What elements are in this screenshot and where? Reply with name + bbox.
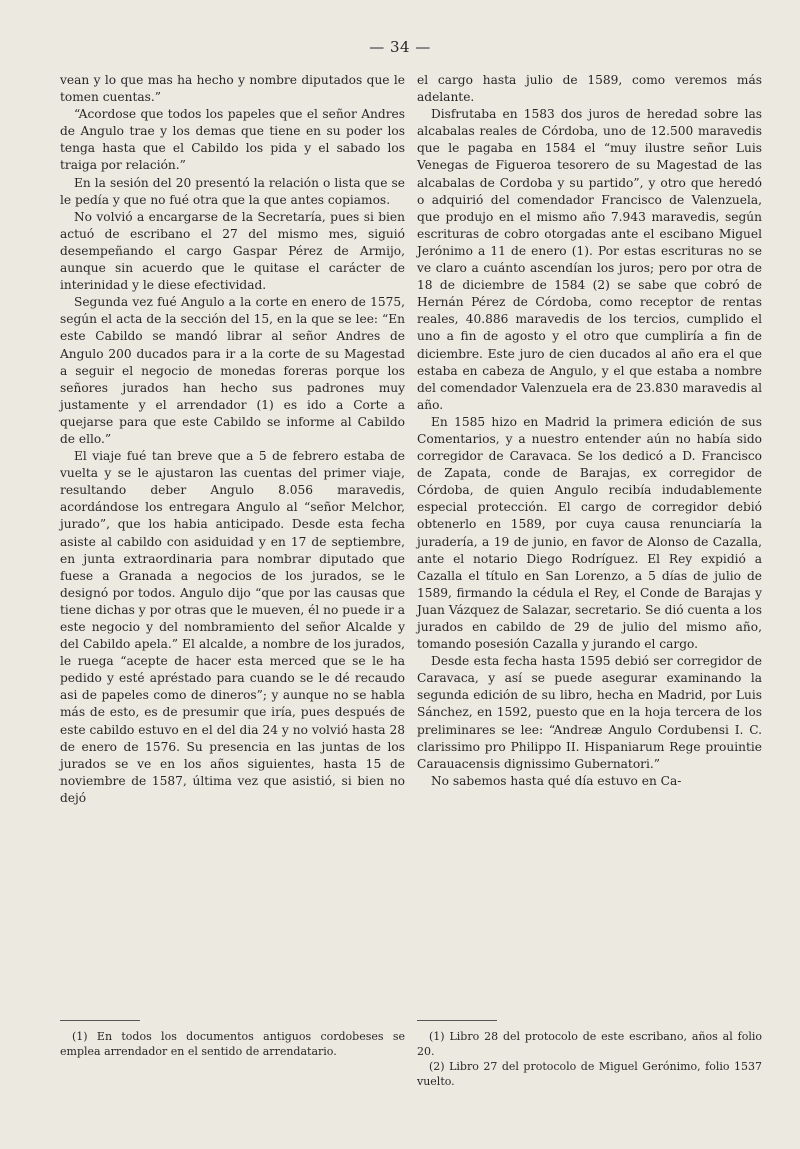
footnote: (2) Libro 27 del protocolo de Miguel Gerónimo, folio 1537 vuelto.: [417, 1060, 762, 1088]
right-column: [417, 72, 762, 790]
paragraph: el cargo hasta julio de 1589, como veremos más adelante.: [417, 73, 762, 105]
footnote: (1) En todos los documentos antiguos cordobeses se emplea arrendador en el sentido de arrendatario.: [60, 1030, 405, 1058]
paragraph: No sabemos hasta qué día estuvo en Ca-: [431, 773, 682, 788]
paragraph: Desde esta fecha hasta 1595 debió ser corregidor de Caravaca, y así se puede asegurar examinando la segunda edición de su libro, hecha en Madrid, por Luis Sánchez, en 1592, puesto que en la hoja tercera de los preliminares se lee: “Andreæ Angulo Cordubensi I. C. clarissimo pro Philippo II. Hispaniarum Rege prouintie Carauacensis dignissimo Gubernatori.”: [417, 654, 762, 771]
footnote-divider: [417, 1020, 497, 1021]
paragraph: No volvió a encargarse de la Secretaría, pues si bien actuó de escribano el 27 del mismo mes, siguió desempeñando el cargo Gaspar Pérez de Armijo, aunque sin acuerdo que le quitase el carácter de interinidad y le diese efectividad.: [60, 209, 405, 293]
paragraph: Disfrutaba en 1583 dos juros de heredad sobre las alcabalas reales de Córdoba, uno de 12.500 maravedis que le pagaba en 1584 el “muy ilustre señor Luis Venegas de Figueroa tesorero de su Magestad de las alcabalas de Cordoba y su partido”, y otro que heredó o adquirió del comendador Francisco de Valenzuela, que produjo en el mismo año 7.943 maravedis, según escrituras de cobro otorgadas ante el escibano Miguel Jerónimo a 11 de enero (1). Por estas escrituras no se ve claro a cuánto ascendían los juros; pero por otra de 18 de diciembre de 1584 (2) se sabe que cobró de Hernán Pérez de Córdoba, como receptor de rentas reales, 40.886 maravedis de los tercios, cumplido el uno a fin de agosto y el otro que cumpliría a fin de diciembre. Este juro de cien ducados al año era el que estaba en cabeza de Angulo, y el que estaba a nombre del comendador Valenzuela era de 23.830 maravedis al año.: [417, 107, 762, 412]
footnote: (1) Libro 28 del protocolo de este escribano, años al folio 20.: [417, 1030, 762, 1058]
paragraph: El viaje fué tan breve que a 5 de febrero estaba de vuelta y se le ajustaron las cuentas del primer viaje, resultando deber Angulo 8.056 maravedis, acordándose los entregara Angulo al “señor Melchor, jurado”, que los habia anticipado. Desde esta fecha asiste al cabildo con asiduidad y en 17 de septiembre, en junta extraordinaria para nombrar diputado que fuese a Granada a negocios de los jurados, se le designó por todos. Angulo dijo “que por las causas que tiene dichas y por otras que le mueven, él no puede ir a este negocio y del nombramiento del señor Alcalde y del Cabildo apela.” El alcalde, a nombre de los jurados, le ruega “acepte de hacer esta merced que se le ha pedido y esté apréstado para cuando se le dé recaudo asi de papeles como de dineros”; y aunque no se habla más de esto, es de presumir que iría, pues después de este cabildo estuvo en el del dia 24 y no volvió hasta 28 de enero de 1576. Su presencia en las juntas de los jurados se ve en los años siguientes, hasta 15 de noviembre de 1587, última vez que asistió, si bien no dejó: [60, 449, 405, 805]
paragraph: vean y lo que mas ha hecho y nombre diputados que le tomen cuentas.”: [60, 73, 405, 105]
footnotes-right: [417, 1020, 762, 1089]
left-column: [60, 72, 405, 807]
paragraph: Segunda vez fué Angulo a la corte en enero de 1575, según el acta de la sección del 15, en la que se lee: “En este Cabildo se mandó librar al señor Andres de Angulo 200 ducados para ir a la corte de su Magestad a seguir el negocio de monedas foreras porque los señores jurados han hecho sus padrones muy justamente y el arrendador (1) es ido a Corte a quejarse para que este Cabildo se informe al Cabildo de ello.”: [60, 295, 405, 446]
paragraph: En 1585 hizo en Madrid la primera edición de sus Comentarios, y a nuestro entender aún no había sido corregidor de Caravaca. Se los dedicó a D. Francisco de Zapata, conde de Barajas, ex corregidor de Córdoba, de quien Angulo recibía indudablemente especial protección. El cargo de corregidor debió obtenerlo en 1589, por cuya causa renunciaría la juradería, a 19 de junio, en favor de Alonso de Cazalla, ante el notario Diego Rodríguez. El Rey expidió a Cazalla el título en San Lorenzo, a 5 días de julio de 1589, firmando la cédula el Rey, el Conde de Barajas y Juan Vázquez de Salazar, secretario. Se dió cuenta a los jurados en cabildo de 29 de julio del mismo año, tomando posesión Cazalla y jurando el cargo.: [417, 414, 762, 652]
paragraph: En la sesión del 20 presentó la relación o lista que se le pedía y que no fué otra que la que antes copiamos.: [60, 175, 405, 207]
paragraph: “Acordose que todos los papeles que el señor Andres de Angulo trae y los demas que tiene en su poder los tenga hasta que el Cabildo los pida y el sabado los traiga por relación.”: [60, 107, 405, 173]
footnote-divider: [60, 1020, 140, 1021]
page-number: — 34 —: [369, 38, 431, 56]
footnotes-left: [60, 1020, 405, 1059]
